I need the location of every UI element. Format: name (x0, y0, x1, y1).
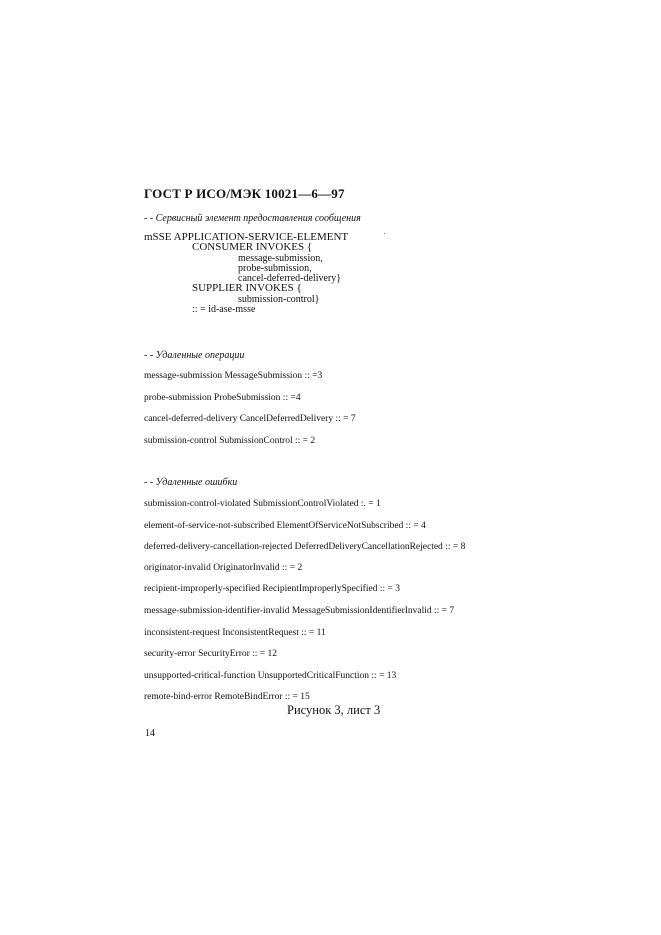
operation-line: probe-submission ProbeSubmission :: =4 (144, 393, 301, 403)
operation-line: message-submission MessageSubmission :: =3 (144, 371, 323, 381)
error-line: deferred-delivery-cancellation-rejected DeferredDeliveryCancellationRejected :: = 8 (144, 542, 466, 552)
code-line-probe-submission: probe-submission, (238, 263, 312, 274)
stray-mark (384, 233, 385, 234)
error-line: message-submission-identifier-invalid MessageSubmissionIdentifierInvalid :: = 7 (144, 606, 455, 616)
comment-remote-errors: - - Удаленные ошибки (144, 477, 238, 488)
comment-remote-operations: - - Удаленные операции (144, 350, 245, 361)
error-line: unsupported-critical-function UnsupportedCriticalFunction :: = 13 (144, 671, 397, 681)
comment-service-element: - - Сервисный элемент предоставления сообщения (144, 213, 361, 224)
code-line-id-ase-msse: :: = id-ase-msse (192, 304, 256, 315)
figure-caption: Рисунок 3, лист 3 (287, 703, 381, 717)
code-line-consumer-invokes: CONSUMER INVOKES { (192, 241, 313, 253)
error-line: remote-bind-error RemoteBindError :: = 15 (144, 692, 310, 702)
page-number: 14 (145, 728, 155, 739)
error-line: recipient-improperly-specified RecipientImproperlySpecified :: = 3 (144, 584, 400, 594)
document-header: ГОСТ Р ИСО/МЭК 10021—6—97 (144, 186, 345, 201)
error-line: submission-control-violated SubmissionControlViolated :. = 1 (144, 499, 381, 509)
operation-line: submission-control SubmissionControl :: = 2 (144, 436, 316, 446)
error-line: security-error SecurityError :: = 12 (144, 649, 278, 659)
code-line-cancel-deferred-delivery: cancel-deferred-delivery} (238, 273, 342, 284)
code-line-msse: mSSE APPLICATION-SERVICE-ELEMENT (144, 231, 349, 243)
error-line: element-of-service-not-subscribed ElementOfServiceNotSubscribed :: = 4 (144, 521, 426, 531)
error-line: originator-invalid OriginatorInvalid :: = 2 (144, 563, 303, 573)
code-line-message-submission: message-submission, (238, 253, 323, 264)
error-line: inconsistent-request InconsistentRequest :: = 11 (144, 628, 326, 638)
operation-line: cancel-deferred-delivery CancelDeferredDelivery :: = 7 (144, 414, 356, 424)
code-line-supplier-invokes: SUPPLIER INVOKES { (192, 282, 302, 294)
code-line-submission-control: submission-control} (238, 294, 320, 305)
